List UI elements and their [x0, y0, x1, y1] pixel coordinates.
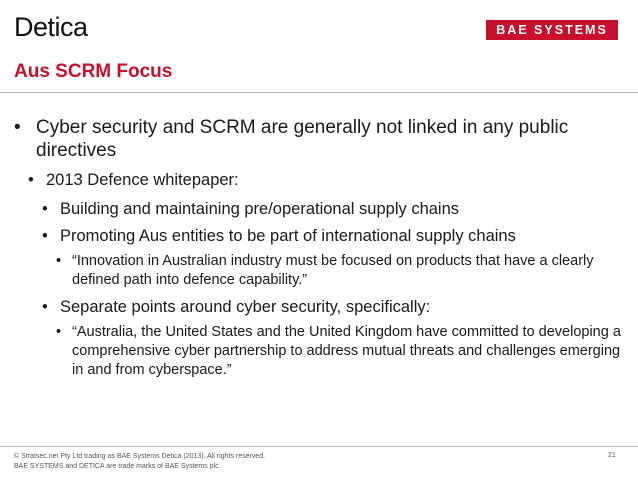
- bullet-dot-icon: •: [42, 298, 48, 316]
- footer-copyright: [14, 452, 265, 472]
- bullet-dot-icon: •: [42, 200, 48, 218]
- bullet-level3: [14, 225, 624, 247]
- title-divider: [0, 92, 638, 93]
- slide-content: [14, 116, 624, 386]
- bullet-text: Cyber security and SCRM are generally not linked in any public directives: [36, 117, 569, 161]
- detica-logo: Detica: [14, 12, 88, 42]
- footer-divider: [0, 446, 638, 447]
- bullet-level3: [14, 296, 624, 318]
- bullet-level2: [14, 169, 624, 191]
- bullet-level3: [14, 198, 624, 220]
- bullet-dot-icon: •: [56, 324, 62, 340]
- bullet-level4: [14, 323, 624, 380]
- footer-line2: BAE SYSTEMS and DETICA are trade marks of BAE Systems plc.: [14, 463, 221, 470]
- bae-systems-logo: BAE SYSTEMS: [486, 20, 618, 40]
- bullet-text: Building and maintaining pre/operational supply chains: [60, 200, 460, 218]
- bullet-text: “Australia, the United States and the United Kingdom have committed to developing a comprehensive cyber partnership to address mutual threats and challenges emerging in and from cyberspace.”: [72, 324, 621, 378]
- bullet-text: Promoting Aus entities to be part of international supply chains: [60, 227, 516, 245]
- slide-title: Aus SCRM Focus: [14, 61, 173, 82]
- bullet-text: “Innovation in Australian industry must be focused on products that have a clearly defined path into defence capability.”: [72, 253, 594, 288]
- bullet-level4: [14, 252, 624, 290]
- bullet-dot-icon: •: [56, 253, 62, 269]
- footer-line1: © Stratsec.net Pty Ltd trading as BAE Systems Detica (2013). All rights reserved.: [14, 453, 266, 460]
- bullet-text: 2013 Defence whitepaper:: [46, 171, 239, 189]
- bullet-dot-icon: •: [14, 117, 21, 138]
- bullet-dot-icon: •: [28, 171, 34, 189]
- bullet-dot-icon: •: [42, 227, 48, 245]
- bullet-text: Separate points around cyber security, specifically:: [60, 298, 431, 316]
- page-number: 21: [608, 452, 616, 459]
- bullet-level1: [14, 116, 624, 162]
